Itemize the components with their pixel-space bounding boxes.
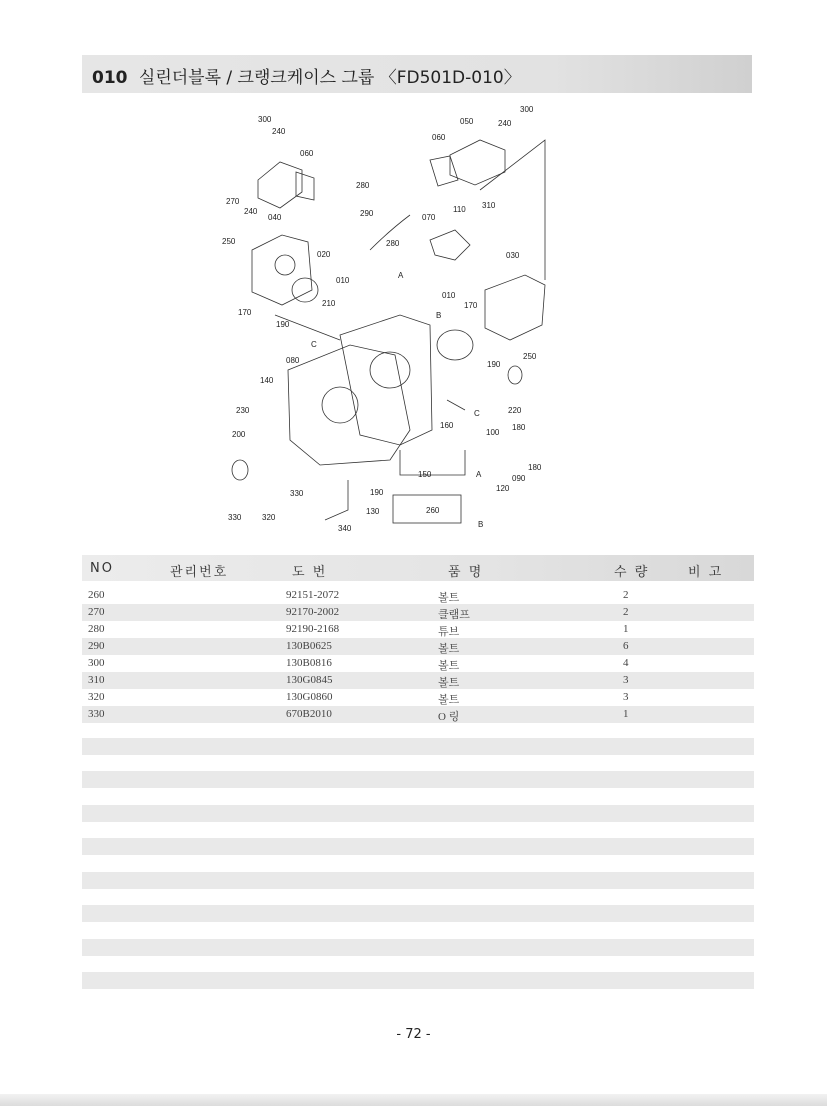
cylinder-block [340,315,432,445]
label-240: 240 [498,119,512,128]
row-name: 볼트 [438,592,460,604]
col-part-name: 품 명 [448,565,484,580]
empty-row [82,872,754,889]
gasket-head-left [292,278,318,302]
label-190: 190 [487,360,501,369]
empty-row [82,939,754,956]
label-230: 230 [236,406,250,415]
gasket-left [296,172,314,200]
label-320: 320 [262,513,276,522]
table-row [82,587,754,604]
header-text [92,63,521,88]
label-080: 080 [286,356,300,365]
col-quantity: 수 량 [614,565,650,580]
label-240: 240 [272,127,286,136]
scan-edge [0,1094,827,1106]
empty-row [82,905,754,922]
label-100: 100 [486,428,500,437]
cylinder-bore [370,352,410,388]
row-qty: 6 [623,640,629,652]
row-no: 320 [88,691,105,703]
row-name: 튜브 [438,626,460,638]
head-port-left [275,255,295,275]
table-row [82,604,754,621]
label-250: 250 [222,237,236,246]
table-row [82,621,754,638]
label-010: 010 [442,291,456,300]
label-040: 040 [268,213,282,222]
label-200: 200 [232,430,246,439]
page-number: - 72 - [396,1027,431,1042]
oil-seal-right [508,366,522,384]
label-190: 190 [370,488,384,497]
label-290: 290 [360,209,374,218]
row-qty: 3 [623,691,629,703]
label-060: 060 [432,133,446,142]
label-330: 330 [290,489,304,498]
label-270: 270 [226,197,240,206]
cover-110 [430,230,470,260]
table-row [82,672,754,689]
col-remark: 비 고 [688,565,724,580]
row-no: 300 [88,657,105,669]
group-number: 010 [92,68,128,88]
parts-table [82,587,754,723]
crankcase [288,345,410,465]
label-010: 010 [336,276,350,285]
label-a: A [398,271,404,280]
row-name: 볼트 [438,694,460,706]
label-120: 120 [496,484,510,493]
row-no: 330 [88,708,105,720]
label-280: 280 [356,181,370,190]
label-070: 070 [422,213,436,222]
empty-row [82,771,754,788]
row-drawing: 130G0860 [286,691,333,703]
row-qty: 2 [623,606,629,618]
label-300: 300 [258,115,272,124]
cylinder-head-left [252,235,312,305]
row-no: 310 [88,674,105,686]
label-150: 150 [418,470,432,479]
table-row [82,706,754,723]
label-c: C [474,409,480,418]
crank-bore [322,387,358,423]
row-drawing: 670B2010 [286,708,332,720]
label-260: 260 [426,506,440,515]
gasket-right [430,156,458,186]
col-drawing-number: 도 번 [292,565,328,580]
row-name: 볼트 [438,677,460,689]
label-050: 050 [460,117,474,126]
gasket-head-right [437,330,473,360]
table-row [82,689,754,706]
table-row [82,655,754,672]
head-cover-left [258,162,302,208]
label-020: 020 [317,250,331,259]
row-drawing: 92170-2002 [286,606,340,618]
group-title: 실린더블록 / 크랭크케이스 그룹 〈FD501D-010〉 [138,68,521,88]
table-row [82,638,754,655]
col-mgmt-number: 관리번호 [170,565,229,580]
row-drawing: 130B0816 [286,657,332,669]
empty-row [82,838,754,855]
cylinder-head-right [485,275,545,340]
label-190: 190 [276,320,290,329]
row-name: 볼트 [438,643,460,655]
label-170: 170 [238,308,252,317]
label-330: 330 [228,513,242,522]
row-name: 볼트 [438,660,460,672]
label-220: 220 [508,406,522,415]
col-no: NO [90,561,114,576]
label-060: 060 [300,149,314,158]
row-qty: 1 [623,708,629,720]
page-header [82,55,752,93]
label-310: 310 [482,201,496,210]
label-030: 030 [506,251,520,260]
row-no: 260 [88,589,105,601]
label-b: B [436,311,442,320]
head-cover-right [450,140,505,185]
table-header [82,555,754,581]
empty-row [82,972,754,989]
row-qty: 4 [623,657,629,669]
row-drawing: 92151-2072 [286,589,340,601]
row-drawing: 130G0845 [286,674,333,686]
row-no: 280 [88,623,105,635]
label-340: 340 [338,524,352,533]
label-240: 240 [244,207,258,216]
row-no: 270 [88,606,105,618]
row-qty: 3 [623,674,629,686]
exploded-parts-diagram [210,100,560,540]
label-180: 180 [528,463,542,472]
oil-seal-left [232,460,248,480]
label-b: B [478,520,484,529]
label-280: 280 [386,239,400,248]
label-210: 210 [322,299,336,308]
row-drawing: 130B0625 [286,640,332,652]
leader-c [400,450,465,475]
row-name: O 링 [438,711,460,723]
label-090: 090 [512,474,526,483]
row-qty: 1 [623,623,629,635]
label-300: 300 [520,105,534,114]
pipe-130 [325,480,348,520]
empty-row [82,805,754,822]
row-name: 클램프 [438,609,470,621]
label-c: C [311,340,317,349]
empty-row [82,738,754,755]
label-140: 140 [260,376,274,385]
row-no: 290 [88,640,105,652]
row-drawing: 92190-2168 [286,623,340,635]
label-130: 130 [366,507,380,516]
stud-160 [447,400,465,410]
label-180: 180 [512,423,526,432]
row-qty: 2 [623,589,629,601]
label-160: 160 [440,421,454,430]
label-170: 170 [464,301,478,310]
label-250: 250 [523,352,537,361]
label-110: 110 [453,205,466,214]
label-a: A [476,470,482,479]
